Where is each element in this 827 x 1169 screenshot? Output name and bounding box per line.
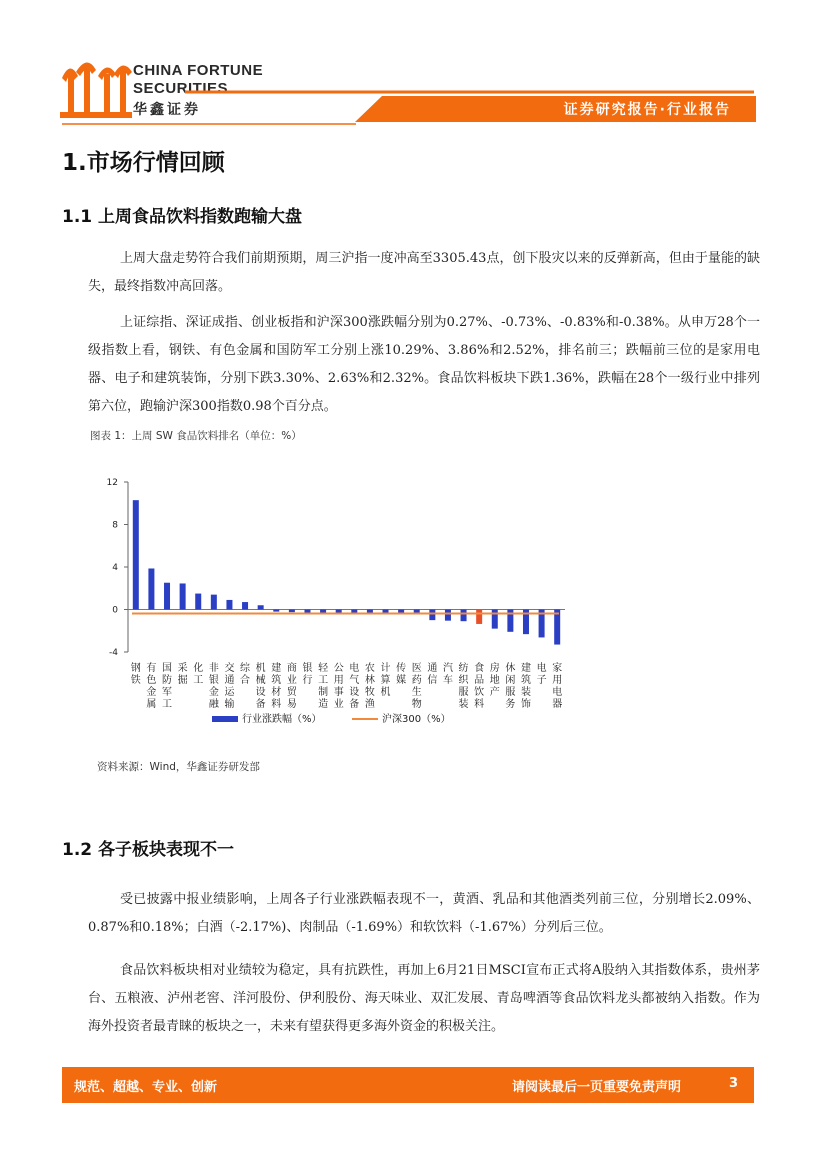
bar bbox=[164, 583, 170, 610]
subsection-title-1-2: 1.2 各子板块表现不一 bbox=[62, 840, 235, 860]
y-tick-label: -4 bbox=[109, 648, 118, 658]
x-tick-label: 机械设备 bbox=[255, 663, 266, 710]
x-tick-label: 电气设备 bbox=[349, 663, 360, 710]
x-tick-label: 传媒 bbox=[396, 663, 407, 686]
x-tick-label: 纺织服装 bbox=[458, 663, 469, 710]
bar bbox=[211, 595, 217, 610]
bar bbox=[492, 610, 498, 629]
bar bbox=[320, 610, 326, 613]
y-tick-label: 0 bbox=[112, 605, 118, 616]
bar bbox=[429, 610, 435, 621]
paragraph-1-2-a: 受已披露中报业绩影响，上周各子行业涨跌幅表现不一，黄酒、乳品和其他酒类列前三位，分别增长2.09%、0.87%和0.18%；白酒（-2.17%)、肉制品（-1.69%）和软饮料（-1.67%）分列后三位。 bbox=[88, 892, 760, 935]
x-tick-label: 休闲服务 bbox=[505, 663, 516, 710]
x-tick-label: 银行 bbox=[302, 663, 313, 686]
bar bbox=[195, 594, 201, 610]
y-tick-label: 4 bbox=[112, 563, 118, 573]
x-tick-label: 综合 bbox=[240, 663, 251, 686]
bar bbox=[133, 500, 139, 609]
x-tick-label: 建筑材料 bbox=[271, 663, 282, 710]
bar bbox=[148, 568, 154, 609]
company-name-en-line2: SECURITIES bbox=[133, 80, 229, 97]
bar bbox=[476, 610, 482, 624]
x-tick-label: 采掘 bbox=[177, 663, 188, 686]
x-tick-label: 家用电器 bbox=[552, 663, 563, 710]
x-tick-label: 轻工制造 bbox=[318, 663, 329, 710]
x-tick-label: 建筑装饰 bbox=[520, 663, 531, 710]
legend-swatch-bars bbox=[212, 716, 238, 722]
company-name-cn: 华鑫证券 bbox=[133, 102, 201, 118]
legend-label-bars: 行业涨跌幅（%） bbox=[242, 714, 322, 725]
paragraph-1-2-b: 食品饮料板块相对业绩较为稳定，具有抗跌性，再加上6月21日MSCI宣布正式将A股纳入其指数体系，贵州茅台、五粮液、泸州老窖、洋河股份、伊利股份、海天味业、双汇发展、青岛啤酒等食品饮料龙头都被纳入指数。作为海外投资者最青睐的板块之一，未来有望获得更多海外资金的积极关注。 bbox=[88, 963, 760, 1034]
legend-label-line: 沪深300（%） bbox=[382, 714, 451, 725]
x-tick-label: 电子 bbox=[536, 663, 547, 686]
company-name-en-line1: CHINA FORTUNE bbox=[133, 62, 264, 79]
industry-returns-chart bbox=[90, 470, 580, 740]
x-tick-label: 交通运输 bbox=[224, 663, 235, 710]
bar bbox=[336, 610, 342, 613]
bar bbox=[304, 610, 310, 613]
subsection-title-1-1: 1.1 上周食品饮料指数跑输大盘 bbox=[62, 207, 303, 227]
bar bbox=[273, 610, 279, 612]
bar bbox=[180, 583, 186, 609]
paragraph-1-1-b: 上证综指、深证成指、创业板指和沪深300涨跌幅分别为0.27%、-0.73%、-0.83%和-0.38%。从申万28个一级指数上看，钢铁、有色金属和国防军工分别上涨10.29%、3.86%和2.52%，排名前三；跌幅前三位的是家用电器、电子和建筑装饰，分别下跌3.30%、2.63%和2.32%。食品饮料板块下跌1.36%，跌幅在28个一级行业中排列第六位，跑输沪深300指数0.98个百分点。 bbox=[88, 315, 760, 414]
page-number: 3 bbox=[729, 1076, 739, 1091]
x-tick-label: 公用事业 bbox=[333, 663, 344, 710]
section-title: 1.市场行情回顾 bbox=[62, 150, 225, 176]
footer-disclaimer: 请阅读最后一页重要免责声明 bbox=[512, 1080, 682, 1095]
figure-source: 资料来源：Wind，华鑫证券研发部 bbox=[97, 761, 260, 773]
x-tick-label: 计算机 bbox=[380, 663, 391, 698]
x-tick-label: 农林牧渔 bbox=[364, 663, 375, 710]
y-tick-label: 12 bbox=[106, 478, 118, 488]
paragraph-1-1-a: 上周大盘走势符合我们前期预期，周三沪指一度冲高至3305.43点，创下股灾以来的反弹新高，但由于量能的缺失，最终指数冲高回落。 bbox=[88, 251, 760, 294]
bar bbox=[242, 602, 248, 609]
y-tick-label: 8 bbox=[112, 520, 118, 531]
figure-caption: 图表 1：上周 SW 食品饮料排名（单位：%） bbox=[90, 430, 302, 442]
x-tick-label: 国防军工 bbox=[162, 663, 173, 710]
x-tick-label: 化工 bbox=[193, 663, 204, 686]
bar bbox=[289, 610, 295, 613]
x-tick-label: 房地产 bbox=[489, 663, 500, 698]
report-type-label: 证券研究报告·行业报告 bbox=[563, 102, 731, 118]
bar bbox=[351, 610, 357, 613]
x-tick-label: 非银金融 bbox=[208, 663, 219, 710]
bar bbox=[554, 610, 560, 645]
x-tick-label: 有色金属 bbox=[146, 663, 157, 710]
bar bbox=[445, 610, 451, 621]
bar bbox=[461, 610, 467, 622]
bar bbox=[258, 605, 264, 609]
x-tick-label: 通信 bbox=[427, 663, 438, 686]
footer-motto: 规范、超越、专业、创新 bbox=[74, 1080, 218, 1095]
x-tick-label: 医药生物 bbox=[411, 663, 422, 710]
bar bbox=[226, 600, 232, 610]
x-tick-label: 商业贸易 bbox=[286, 663, 297, 710]
x-tick-label: 钢铁 bbox=[130, 663, 141, 686]
x-tick-label: 食品饮料 bbox=[474, 663, 485, 710]
x-tick-label: 汽车 bbox=[442, 663, 453, 686]
